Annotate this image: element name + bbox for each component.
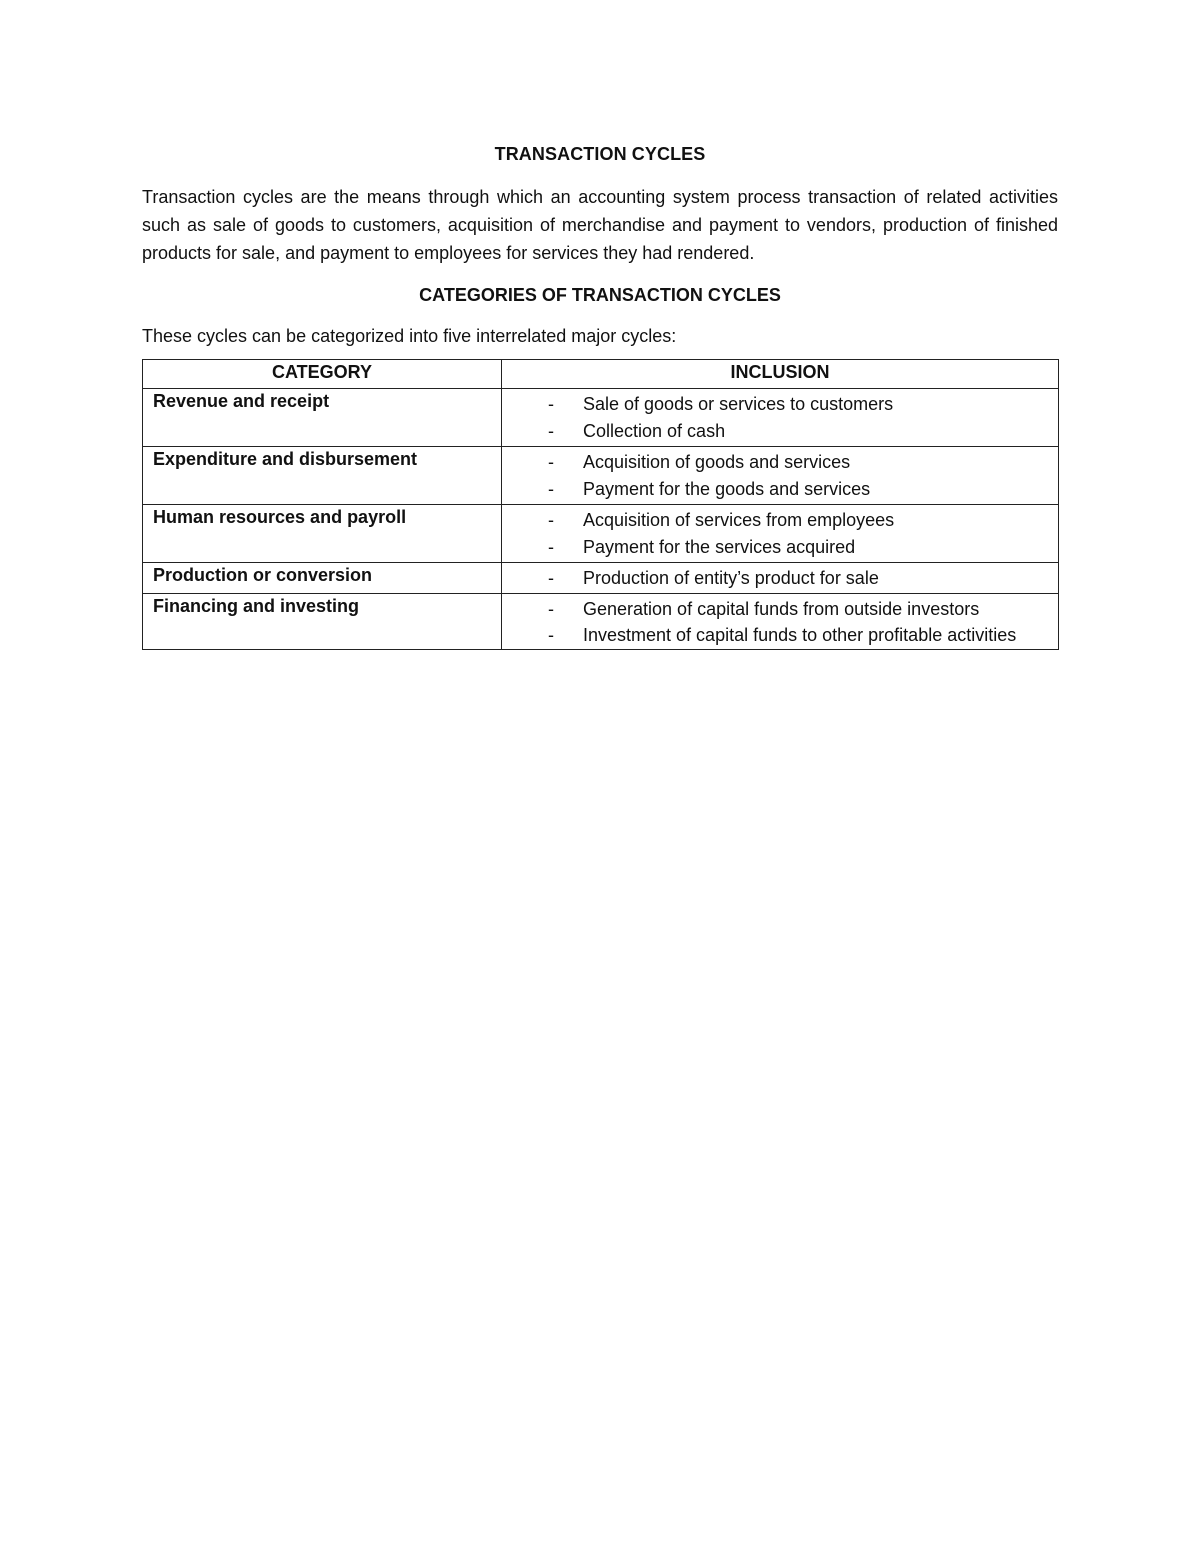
inclusion-item — [502, 565, 1048, 592]
document-page — [142, 140, 1058, 650]
inclusion-list — [502, 391, 1048, 445]
dash-bullet: - — [548, 599, 554, 619]
inclusion-item — [502, 507, 1048, 534]
dash-bullet: - — [548, 510, 554, 530]
inclusion-text: Acquisition of services from employees — [583, 510, 895, 530]
inclusion-list — [502, 507, 1048, 561]
document-title: TRANSACTION CYCLES — [494, 144, 706, 164]
category-cell: Human resources and payroll — [143, 505, 502, 563]
category-cell: Production or conversion — [143, 563, 502, 594]
transaction-cycles-table — [142, 359, 1059, 650]
inclusion-cell — [502, 389, 1059, 447]
header-category: CATEGORY — [143, 360, 502, 389]
header-inclusion: INCLUSION — [502, 360, 1059, 389]
inclusion-text: Collection of cash — [583, 421, 726, 441]
table-row — [143, 447, 1059, 505]
dash-bullet: - — [548, 479, 554, 499]
inclusion-item — [502, 476, 1048, 503]
inclusion-text: Acquisition of goods and services — [583, 452, 851, 472]
inclusion-item — [502, 534, 1048, 561]
inclusion-text: Payment for the services acquired — [583, 537, 856, 557]
inclusion-item — [502, 418, 1048, 445]
category-cell: Expenditure and disbursement — [143, 447, 502, 505]
dash-bullet: - — [548, 625, 554, 645]
inclusion-text: Generation of capital funds from outside investors — [583, 599, 980, 619]
inclusion-text: Payment for the goods and services — [583, 479, 871, 499]
inclusion-cell — [502, 594, 1059, 650]
intro-paragraph: Transaction cycles are the means through which an accounting system process transaction of related activities such as sale of goods to customers, acquisition of merchandise and payment to vendors, production of finished products for sale, and payment to employees for services they had rendered. — [142, 187, 1058, 263]
inclusion-text: Sale of goods or services to customers — [583, 394, 894, 414]
section-subtitle: CATEGORIES OF TRANSACTION CYCLES — [419, 285, 781, 305]
table-row — [143, 389, 1059, 447]
table-row — [143, 594, 1059, 650]
dash-bullet: - — [548, 421, 554, 441]
table-row — [143, 563, 1059, 594]
inclusion-cell — [502, 505, 1059, 563]
inclusion-item — [502, 596, 1048, 623]
inclusion-list — [502, 596, 1048, 648]
dash-bullet: - — [548, 568, 554, 588]
category-cell: Financing and investing — [143, 594, 502, 650]
inclusion-text: Investment of capital funds to other profitable activities — [583, 625, 1017, 645]
inclusion-list — [502, 565, 1048, 592]
dash-bullet: - — [548, 537, 554, 557]
inclusion-list — [502, 449, 1048, 503]
inclusion-item — [502, 623, 1048, 648]
inclusion-text: Production of entity’s product for sale — [583, 568, 879, 588]
inclusion-item — [502, 391, 1048, 418]
table-row — [143, 505, 1059, 563]
inclusion-cell — [502, 447, 1059, 505]
inclusion-cell — [502, 563, 1059, 594]
dash-bullet: - — [548, 394, 554, 414]
inclusion-item — [502, 449, 1048, 476]
category-cell: Revenue and receipt — [143, 389, 502, 447]
table-intro-text: These cycles can be categorized into five interrelated major cycles: — [142, 326, 677, 346]
table-header-row — [143, 360, 1059, 389]
dash-bullet: - — [548, 452, 554, 472]
